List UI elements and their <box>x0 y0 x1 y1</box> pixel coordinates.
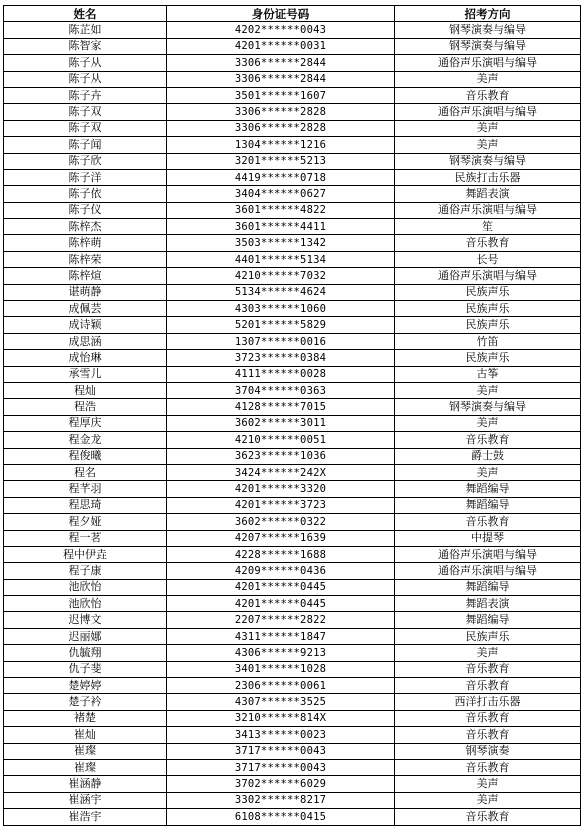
table-row <box>4 645 581 661</box>
applicant-name: 成怡琳 <box>4 350 167 366</box>
applicant-name: 仇毓翔 <box>4 645 167 661</box>
header-exam-direction: 招考方向 <box>395 6 581 22</box>
table-row <box>4 87 581 103</box>
exam-direction: 舞蹈编导 <box>395 481 581 497</box>
table-row <box>4 678 581 694</box>
applicant-name: 陈子闻 <box>4 137 167 153</box>
id-number: 4303******1060 <box>167 301 395 317</box>
exam-direction: 民族声乐 <box>395 284 581 300</box>
table-row <box>4 612 581 628</box>
table-row <box>4 628 581 644</box>
exam-direction: 音乐教育 <box>395 759 581 775</box>
applicant-name: 陈子依 <box>4 186 167 202</box>
table-row <box>4 186 581 202</box>
exam-direction: 舞蹈编导 <box>395 612 581 628</box>
table-row <box>4 481 581 497</box>
table-row <box>4 776 581 792</box>
table-row <box>4 710 581 726</box>
table-row <box>4 301 581 317</box>
applicant-name: 陈子从 <box>4 55 167 71</box>
id-number: 3424******242X <box>167 464 395 480</box>
table-row <box>4 497 581 513</box>
exam-direction: 美声 <box>395 120 581 136</box>
applicant-name: 陈梓杰 <box>4 219 167 235</box>
table-row <box>4 153 581 169</box>
table-row <box>4 202 581 218</box>
exam-direction: 舞蹈编导 <box>395 579 581 595</box>
applicant-name: 楚婷婷 <box>4 678 167 694</box>
id-number: 3623******1036 <box>167 448 395 464</box>
applicant-name: 陈智家 <box>4 38 167 54</box>
table-row <box>4 382 581 398</box>
exam-direction: 舞蹈编导 <box>395 497 581 513</box>
applicant-name: 崔浩宇 <box>4 809 167 825</box>
id-number: 3401******1028 <box>167 661 395 677</box>
applicant-name: 仇子斐 <box>4 661 167 677</box>
table-row <box>4 235 581 251</box>
id-number: 3210******814X <box>167 710 395 726</box>
header-row <box>4 6 581 22</box>
table-row <box>4 284 581 300</box>
id-number: 3723******0384 <box>167 350 395 366</box>
exam-direction: 竹笛 <box>395 333 581 349</box>
id-number: 3404******0627 <box>167 186 395 202</box>
applicant-name: 程名 <box>4 464 167 480</box>
id-number: 4128******7015 <box>167 399 395 415</box>
applicant-name: 陈梓荣 <box>4 251 167 267</box>
table-row <box>4 432 581 448</box>
applicant-name: 池欣怡 <box>4 579 167 595</box>
id-number: 1307******0016 <box>167 333 395 349</box>
header-name: 姓名 <box>4 6 167 22</box>
id-number: 4419******0718 <box>167 169 395 185</box>
table-row <box>4 596 581 612</box>
table-row <box>4 415 581 431</box>
exam-direction: 钢琴演奏 <box>395 743 581 759</box>
applicant-name: 陈梓煊 <box>4 268 167 284</box>
id-number: 3413******0023 <box>167 727 395 743</box>
applicant-name: 崔璨 <box>4 759 167 775</box>
table-row <box>4 514 581 530</box>
exam-direction: 钢琴演奏与编导 <box>395 153 581 169</box>
exam-direction: 美声 <box>395 382 581 398</box>
applicant-name: 程思琦 <box>4 497 167 513</box>
exam-direction: 民族声乐 <box>395 350 581 366</box>
id-number: 4207******1639 <box>167 530 395 546</box>
applicant-name: 成思涵 <box>4 333 167 349</box>
applicant-name: 陈梓萌 <box>4 235 167 251</box>
id-number: 4210******0051 <box>167 432 395 448</box>
applicant-name: 陈子欣 <box>4 153 167 169</box>
table-row <box>4 251 581 267</box>
id-number: 4401******5134 <box>167 251 395 267</box>
applicant-name: 承雪儿 <box>4 366 167 382</box>
table-row <box>4 743 581 759</box>
applicant-name: 程子康 <box>4 563 167 579</box>
exam-direction: 古筝 <box>395 366 581 382</box>
applicant-name: 陈子洋 <box>4 169 167 185</box>
applicant-name: 程厚庆 <box>4 415 167 431</box>
exam-direction: 民族声乐 <box>395 317 581 333</box>
id-number: 3601******4411 <box>167 219 395 235</box>
exam-direction: 音乐教育 <box>395 678 581 694</box>
table-row <box>4 759 581 775</box>
id-number: 3306******2828 <box>167 120 395 136</box>
table-row <box>4 219 581 235</box>
exam-direction: 美声 <box>395 645 581 661</box>
table-row <box>4 268 581 284</box>
table-row <box>4 792 581 808</box>
id-number: 4111******0028 <box>167 366 395 382</box>
exam-direction: 美声 <box>395 776 581 792</box>
id-number: 4307******3525 <box>167 694 395 710</box>
table-row <box>4 22 581 38</box>
applicant-name: 陈芷如 <box>4 22 167 38</box>
exam-direction: 音乐教育 <box>395 87 581 103</box>
applicant-name: 程一茗 <box>4 530 167 546</box>
exam-direction: 通俗声乐演唱与编导 <box>395 563 581 579</box>
id-number: 3602******0322 <box>167 514 395 530</box>
applicant-name: 程灿 <box>4 382 167 398</box>
id-number: 3717******0043 <box>167 743 395 759</box>
applicant-name: 崔璨 <box>4 743 167 759</box>
applicant-name: 陈子从 <box>4 71 167 87</box>
applicant-name: 楚子衿 <box>4 694 167 710</box>
table-row <box>4 366 581 382</box>
applicant-table <box>3 5 581 826</box>
id-number: 3201******5213 <box>167 153 395 169</box>
exam-direction: 民族声乐 <box>395 628 581 644</box>
id-number: 3302******8217 <box>167 792 395 808</box>
id-number: 4210******7032 <box>167 268 395 284</box>
id-number: 1304******1216 <box>167 137 395 153</box>
applicant-name: 崔涵静 <box>4 776 167 792</box>
id-number: 3717******0043 <box>167 759 395 775</box>
table-row <box>4 169 581 185</box>
exam-direction: 美声 <box>395 792 581 808</box>
table-row <box>4 55 581 71</box>
exam-direction: 音乐教育 <box>395 727 581 743</box>
id-number: 2207******2822 <box>167 612 395 628</box>
id-number: 3306******2844 <box>167 71 395 87</box>
exam-direction: 音乐教育 <box>395 235 581 251</box>
id-number: 5201******5829 <box>167 317 395 333</box>
table-row <box>4 104 581 120</box>
id-number: 3602******3011 <box>167 415 395 431</box>
exam-direction: 钢琴演奏与编导 <box>395 399 581 415</box>
exam-direction: 音乐教育 <box>395 432 581 448</box>
exam-direction: 通俗声乐演唱与编导 <box>395 104 581 120</box>
exam-direction: 民族打击乐器 <box>395 169 581 185</box>
id-number: 2306******0061 <box>167 678 395 694</box>
exam-direction: 音乐教育 <box>395 809 581 825</box>
table-row <box>4 546 581 562</box>
applicant-name: 陈子仪 <box>4 202 167 218</box>
table-row <box>4 137 581 153</box>
applicant-name: 陈子卉 <box>4 87 167 103</box>
id-number: 4201******0445 <box>167 596 395 612</box>
exam-direction: 通俗声乐演唱与编导 <box>395 268 581 284</box>
exam-direction: 美声 <box>395 71 581 87</box>
exam-direction: 民族声乐 <box>395 301 581 317</box>
id-number: 4209******0436 <box>167 563 395 579</box>
exam-direction: 长号 <box>395 251 581 267</box>
exam-direction: 音乐教育 <box>395 661 581 677</box>
table-row <box>4 579 581 595</box>
applicant-name: 崔涵宇 <box>4 792 167 808</box>
applicant-name: 程芊羽 <box>4 481 167 497</box>
applicant-name: 池欣怡 <box>4 596 167 612</box>
applicant-name: 成诗颖 <box>4 317 167 333</box>
applicant-name: 崔灿 <box>4 727 167 743</box>
id-number: 4228******1688 <box>167 546 395 562</box>
applicant-name: 迟丽娜 <box>4 628 167 644</box>
id-number: 4201******0031 <box>167 38 395 54</box>
exam-direction: 美声 <box>395 137 581 153</box>
exam-direction: 舞蹈表演 <box>395 186 581 202</box>
exam-direction: 美声 <box>395 464 581 480</box>
id-number: 3306******2828 <box>167 104 395 120</box>
exam-direction: 中提琴 <box>395 530 581 546</box>
id-number: 3702******6029 <box>167 776 395 792</box>
id-number: 3601******4822 <box>167 202 395 218</box>
id-number: 4202******0043 <box>167 22 395 38</box>
id-number: 5134******4624 <box>167 284 395 300</box>
id-number: 4201******3320 <box>167 481 395 497</box>
exam-direction: 钢琴演奏与编导 <box>395 22 581 38</box>
exam-direction: 笙 <box>395 219 581 235</box>
applicant-name: 迟博文 <box>4 612 167 628</box>
applicant-name: 程夕娅 <box>4 514 167 530</box>
exam-direction: 爵士鼓 <box>395 448 581 464</box>
id-number: 3501******1607 <box>167 87 395 103</box>
table-row <box>4 38 581 54</box>
exam-direction: 钢琴演奏与编导 <box>395 38 581 54</box>
applicant-name: 程中伊垚 <box>4 546 167 562</box>
table-row <box>4 694 581 710</box>
table-row <box>4 333 581 349</box>
id-number: 4311******1847 <box>167 628 395 644</box>
exam-direction: 音乐教育 <box>395 514 581 530</box>
id-number: 3704******0363 <box>167 382 395 398</box>
applicant-name: 程浩 <box>4 399 167 415</box>
exam-direction: 通俗声乐演唱与编导 <box>395 546 581 562</box>
exam-direction: 通俗声乐演唱与编导 <box>395 202 581 218</box>
applicant-name: 褚楚 <box>4 710 167 726</box>
table-row <box>4 350 581 366</box>
table-row <box>4 120 581 136</box>
table-row <box>4 727 581 743</box>
exam-direction: 美声 <box>395 415 581 431</box>
id-number: 4201******0445 <box>167 579 395 595</box>
id-number: 3503******1342 <box>167 235 395 251</box>
table-row <box>4 563 581 579</box>
table-row <box>4 661 581 677</box>
id-number: 3306******2844 <box>167 55 395 71</box>
id-number: 4306******9213 <box>167 645 395 661</box>
table-row <box>4 399 581 415</box>
header-id-number: 身份证号码 <box>167 6 395 22</box>
applicant-name: 陈子双 <box>4 104 167 120</box>
exam-direction: 音乐教育 <box>395 710 581 726</box>
id-number: 6108******0415 <box>167 809 395 825</box>
applicant-name: 程俊曦 <box>4 448 167 464</box>
exam-direction: 通俗声乐演唱与编导 <box>395 55 581 71</box>
applicant-name: 程金龙 <box>4 432 167 448</box>
applicant-name: 成佩芸 <box>4 301 167 317</box>
applicant-name: 谌萌静 <box>4 284 167 300</box>
table-row <box>4 71 581 87</box>
applicant-name: 陈子双 <box>4 120 167 136</box>
table-row <box>4 530 581 546</box>
table-row <box>4 809 581 825</box>
exam-direction: 舞蹈表演 <box>395 596 581 612</box>
table-row <box>4 464 581 480</box>
table-row <box>4 317 581 333</box>
id-number: 4201******3723 <box>167 497 395 513</box>
exam-direction: 西洋打击乐器 <box>395 694 581 710</box>
table-row <box>4 448 581 464</box>
